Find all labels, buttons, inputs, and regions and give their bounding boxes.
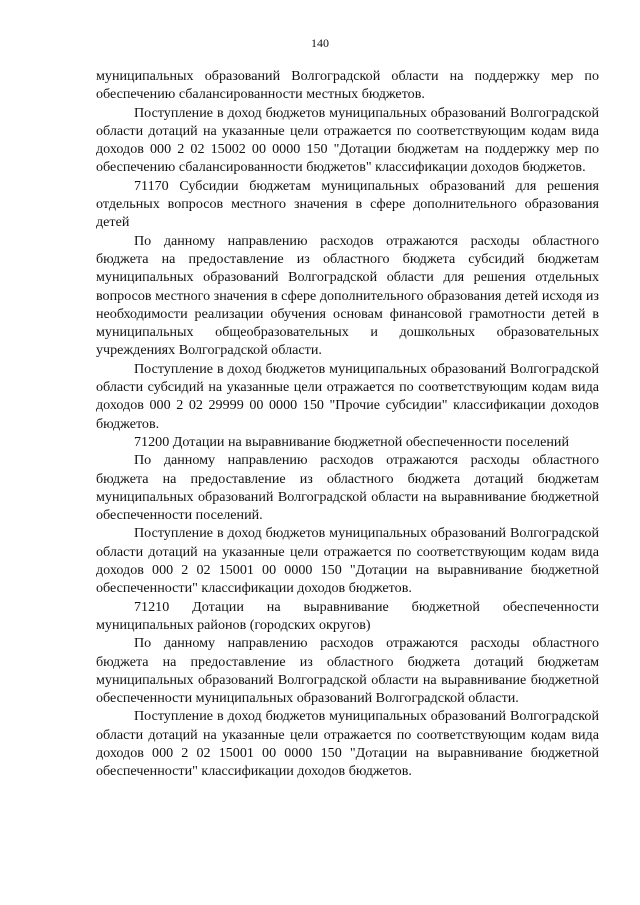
document-body bbox=[96, 67, 599, 781]
paragraph: По данному направлению расходов отражаются расходы областного бюджета на предоставление из областного бюджета дотаций бюджетам муниципальных образований Волгоградской области на выравнивание бюджетной обеспеченности поселений. bbox=[96, 452, 599, 524]
paragraph: Поступление в доход бюджетов муниципальных образований Волгоградской области дотаций на указанные цели отражается по соответствующим кодам вида доходов 000 2 02 15001 00 0000 150 "Дотации на выравнивание бюджетной обеспеченности" классификации доходов бюджетов. bbox=[96, 708, 599, 780]
section-heading-71210: 71210 Дотации на выравнивание бюджетной обеспеченности муниципальных районов (городских округов) bbox=[96, 598, 599, 633]
paragraph: Поступление в доход бюджетов муниципальных образований Волгоградской области дотаций на указанные цели отражается по соответствующим кодам вида доходов 000 2 02 15002 00 0000 150 "Дотации бюджетам на поддержку мер по обеспечению сбалансированности бюджетов" классификации доходов бюджетов. bbox=[96, 104, 599, 176]
page-number: 140 bbox=[311, 36, 329, 50]
section-heading-71200: 71200 Дотации на выравнивание бюджетной обеспеченности поселений bbox=[134, 433, 570, 450]
paragraph: По данному направлению расходов отражаются расходы областного бюджета на предоставление из областного бюджета субсидий бюджетам муниципальных образований Волгоградской области для решения отдельных вопросов местного значения в сфере дополнительного образования детей исходя из необходимости реализации обучения основам финансовой грамотности детей в муниципальных общеобразовательных и дошкольных образовательных учреждениях Волгоградской области. bbox=[96, 232, 599, 359]
paragraph: Поступление в доход бюджетов муниципальных образований Волгоградской области дотаций на указанные цели отражается по соответствующим кодам вида доходов 000 2 02 15001 00 0000 150 "Дотации на выравнивание бюджетной обеспеченности" классификации доходов бюджетов. bbox=[96, 525, 599, 597]
section-heading-71170: 71170 Субсидии бюджетам муниципальных образований для решения отдельных вопросов местного значения в сфере дополнительного образования детей bbox=[96, 177, 599, 231]
paragraph: муниципальных образований Волгоградской области на поддержку мер по обеспечению сбалансированности местных бюджетов. bbox=[96, 68, 599, 103]
paragraph: По данному направлению расходов отражаются расходы областного бюджета на предоставление из областного бюджета дотаций бюджетам муниципальных образований Волгоградской области на выравнивание бюджетной обеспеченности муниципальных образований Волгоградской области. bbox=[96, 635, 599, 707]
paragraph: Поступление в доход бюджетов муниципальных образований Волгоградской области субсидий на указанные цели отражается по соответствующим кодам вида доходов 000 2 02 29999 00 0000 150 "Прочие субсидии" классификации доходов бюджетов. bbox=[96, 360, 599, 432]
